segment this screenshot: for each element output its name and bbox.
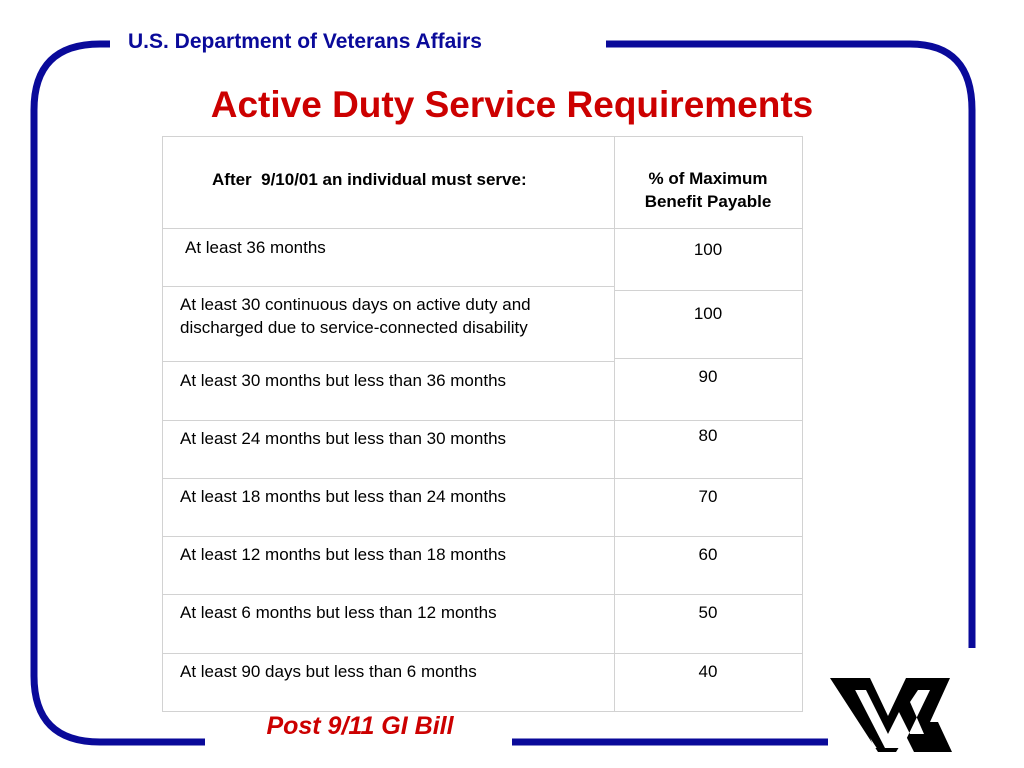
table-row-divider xyxy=(162,361,614,362)
table-row-service: At least 18 months but less than 24 months xyxy=(180,487,507,506)
table-row-percent: 90 xyxy=(698,367,718,386)
column-header-percent-line1: % of Maximum xyxy=(648,169,768,188)
table-row-percent: 70 xyxy=(698,487,718,506)
table-row-percent: 100 xyxy=(693,240,723,259)
table-row-divider xyxy=(614,290,803,291)
table-row-percent: 80 xyxy=(698,426,718,445)
footer-program-name: Post 9/11 GI Bill xyxy=(266,712,454,740)
slide-title: Active Duty Service Requirements xyxy=(210,84,814,125)
table-row-service: At least 6 months but less than 12 months xyxy=(180,603,497,622)
column-header-percent xyxy=(614,167,802,213)
table-row-divider xyxy=(162,420,803,421)
table-row-divider xyxy=(162,286,614,287)
table-row-percent: 100 xyxy=(693,304,723,323)
table-row-percent: 60 xyxy=(698,545,718,564)
table-border-top xyxy=(162,136,803,137)
table-row-service: At least 30 months but less than 36 months xyxy=(180,371,507,390)
table-row-service: At least 12 months but less than 18 months xyxy=(180,545,507,564)
table-row-service: At least 24 months but less than 30 months xyxy=(180,429,507,448)
column-header-percent-line2: Benefit Payable xyxy=(644,192,772,211)
table-row-service-line1: At least 30 continuous days on active duty and xyxy=(180,295,531,314)
table-row-service: At least 36 months xyxy=(185,238,326,257)
table-row-percent: 50 xyxy=(698,603,718,622)
org-header: U.S. Department of Veterans Affairs xyxy=(128,30,482,53)
table-row-divider xyxy=(162,536,803,537)
va-logo-icon xyxy=(826,668,956,760)
table-border-right xyxy=(802,136,803,712)
table-row-service-line2: discharged due to service-connected disability xyxy=(180,318,528,337)
table-row-divider xyxy=(162,653,803,654)
table-row-service xyxy=(180,293,531,339)
table-row-divider xyxy=(162,594,803,595)
column-header-service: After 9/10/01 an individual must serve: xyxy=(212,170,527,189)
table-row-divider xyxy=(162,478,803,479)
table-border-left xyxy=(162,136,163,712)
table-header-divider xyxy=(162,228,803,229)
table-row-divider xyxy=(614,358,803,359)
service-requirements-table xyxy=(162,136,803,712)
table-row-percent: 40 xyxy=(698,662,718,681)
table-row-service: At least 90 days but less than 6 months xyxy=(180,662,477,681)
